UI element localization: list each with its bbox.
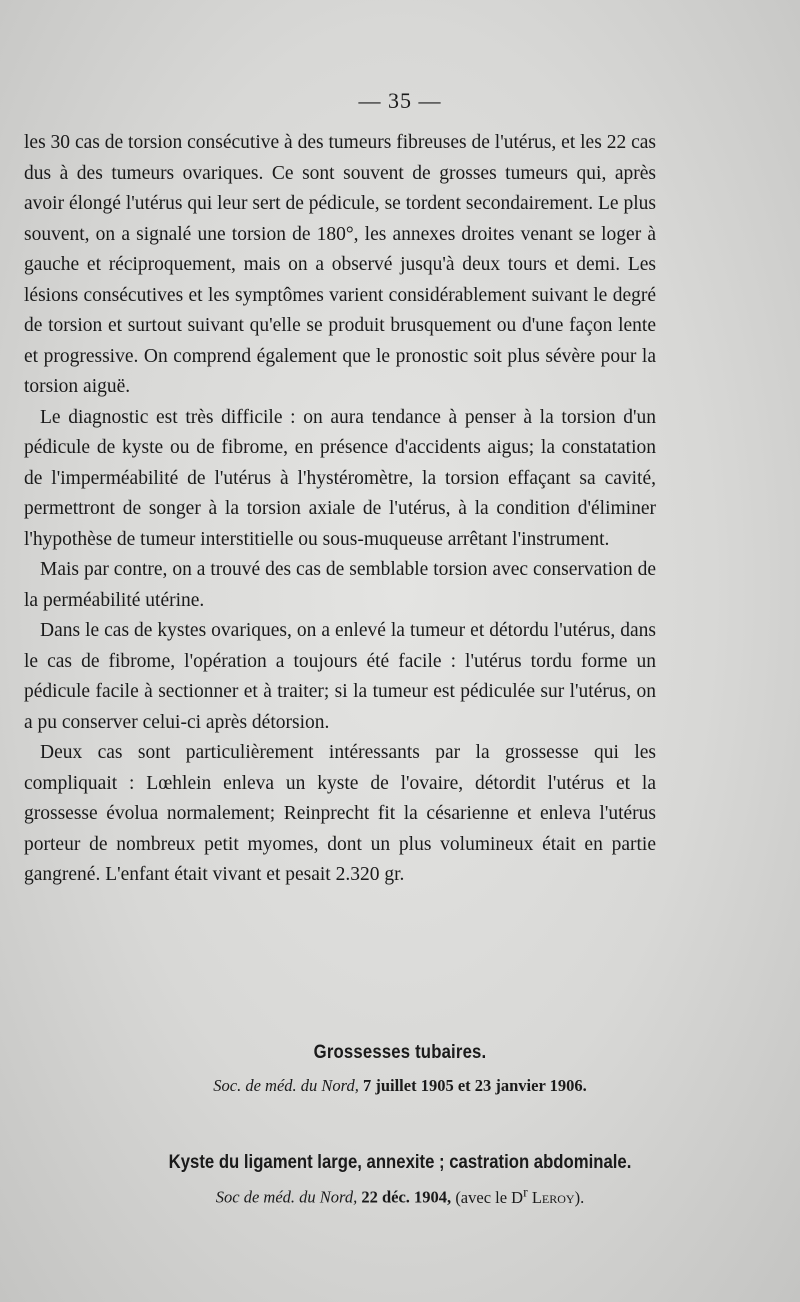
paragraph-permeability: Mais par contre, on a trouvé des cas de semblable torsion avec conservation de la perméabilité utérine. [24, 559, 656, 611]
section-reference-kyste-ligament [0, 1184, 800, 1208]
coauthor-title-sup: r [523, 1184, 528, 1199]
paragraph-torsion-cases: les 30 cas de torsion consécutive à des tumeurs fibreuses de l'utérus, et les 22 cas dus à des tumeurs ovariques. Ce sont souvent de grosses tumeurs qui, après avoir élongé l'utérus qui leur sert de pédicule, se tordent secondairement. Le plus souvent, on a signalé une torsion de 180°, les annexes droites venant se loger à gauche et réciproquement, mais on a observé jusqu'à deux tours et demi. Les lésions consécutives et les symptômes varient considérablement suivant le degré de torsion et surtout suivant qu'elle se produit brusquement ou d'une façon lente et progressive. On comprend également que le pronostic soit plus sévère pour la torsion aiguë. [24, 132, 656, 397]
paragraph-pregnancy-cases: Deux cas sont particulièrement intéressants par la grossesse qui les compliquait : Lœhlein enleva un kyste de l'ovaire, détordit l'utérus et la grossesse évolua normalement; Reinprecht fit la césarienne et enleva l'utérus porteur de nombreux petit myomes, dont un plus volumineux était en partie gangrené. L'enfant était vivant et pesait 2.320 gr. [24, 742, 656, 885]
reference-society: Soc de méd. du Nord, [215, 1187, 358, 1207]
coauthor-prefix: (avec le D [455, 1187, 524, 1207]
page-number: — 35 — [358, 88, 442, 113]
coauthor-suffix: ). [574, 1187, 585, 1207]
reference-society: Soc. de méd. du Nord, [213, 1076, 359, 1095]
section-reference-grossesses-tubaires [0, 1076, 800, 1096]
section-heading-kyste-ligament: Kyste du ligament large, annexite ; castration abdominale. [168, 1152, 632, 1173]
reference-dates: 7 juillet 1905 et 23 janvier 1906. [362, 1076, 587, 1095]
reference-dates: 22 déc. 1904, [361, 1187, 452, 1207]
reference-coauthor [455, 1184, 585, 1207]
paragraph-treatment: Dans le cas de kystes ovariques, on a enlevé la tumeur et détordu l'utérus, dans le cas de fibrome, l'opération a toujours été facile : l'utérus tordu forme un pédicule facile à sectionner et à traiter; si la tumeur est pédiculée sur l'utérus, on a pu conserver celui-ci après détorsion. [24, 620, 656, 733]
paragraph-diagnosis: Le diagnostic est très difficile : on aura tendance à penser à la torsion d'un pédicule de kyste ou de fibrome, en présence d'accidents aigus; la constatation de l'imperméabilité de l'utérus à l'hystéromètre, la torsion effaçant sa cavité, permettront de songer à la torsion axiale de l'utérus, à la condition d'éliminer l'hypothèse de tumeur interstitielle ou sous-muqueuse arrêtant l'instrument. [24, 406, 656, 550]
coauthor-name: Leroy [531, 1187, 575, 1207]
body-text [24, 128, 656, 891]
section-heading-grossesses-tubaires: Grossesses tubaires. [313, 1042, 487, 1063]
